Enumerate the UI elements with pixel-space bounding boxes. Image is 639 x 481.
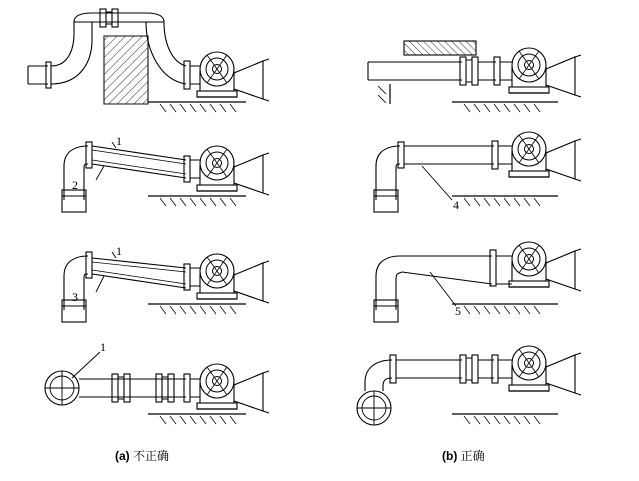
diagram-b-row4 [357, 346, 581, 425]
callout-a-row4-1: 1 [100, 340, 106, 354]
diagram-b-row2 [374, 132, 581, 212]
caption-correct-text: 正确 [460, 449, 485, 463]
diagram-b-row1 [368, 41, 581, 112]
caption-correct [442, 447, 485, 464]
callout-a-row2-1: 1 [116, 134, 122, 148]
diagram-a-row3 [62, 252, 269, 322]
caption-incorrect-label: (a) [115, 449, 130, 463]
diagram-b-row3 [374, 242, 581, 322]
callout-b-row2-4: 4 [453, 198, 459, 212]
diagram-a-row1 [28, 9, 269, 112]
diagram-a-row4 [45, 352, 269, 424]
callout-a-row3-3: 3 [72, 290, 78, 304]
callout-a-row2-2: 2 [72, 178, 78, 192]
callout-a-row3-1: 1 [116, 244, 122, 258]
caption-incorrect [115, 447, 169, 464]
callout-b-row3-5: 5 [455, 304, 461, 318]
caption-correct-label: (b) [442, 449, 458, 463]
caption-incorrect-text: 不正确 [133, 449, 170, 463]
diagram-a-row2 [62, 142, 269, 212]
